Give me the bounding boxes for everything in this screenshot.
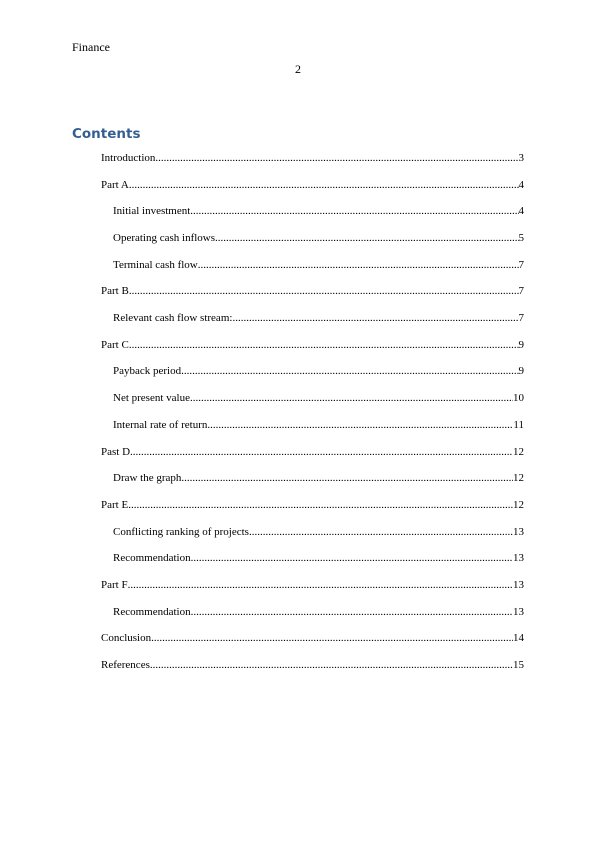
toc-dot-leader xyxy=(151,630,513,646)
toc-entry-page: 13 xyxy=(513,526,524,538)
toc-entry-page: 11 xyxy=(513,419,524,431)
toc-entry-page: 13 xyxy=(513,552,524,564)
toc-entry-page: 12 xyxy=(513,499,524,511)
toc-dot-leader xyxy=(129,337,519,353)
toc-entry-past-d[interactable] xyxy=(101,444,524,460)
toc-entry-label: Part E xyxy=(101,499,129,511)
toc-entry-label: Past D xyxy=(101,446,131,458)
toc-entry-payback-period[interactable] xyxy=(113,363,524,379)
toc-entry-part-a[interactable] xyxy=(101,177,524,193)
toc-entry-label: Relevant cash flow stream: xyxy=(113,312,233,324)
toc-dot-leader xyxy=(150,657,513,673)
toc-entry-page: 4 xyxy=(518,179,524,191)
toc-entry-part-b[interactable] xyxy=(101,283,524,299)
toc-dot-leader xyxy=(191,550,513,566)
toc-entry-conclusion[interactable] xyxy=(101,630,524,646)
toc-entry-label: Part B xyxy=(101,285,129,297)
toc-entry-label: Conflicting ranking of projects xyxy=(113,526,249,538)
toc-entry-page: 3 xyxy=(518,152,524,164)
toc-dot-leader xyxy=(207,417,513,433)
toc-entry-page: 5 xyxy=(518,232,524,244)
toc-dot-leader xyxy=(191,604,513,620)
toc-dot-leader xyxy=(181,363,518,379)
toc-entry-label: Initial investment xyxy=(113,205,191,217)
toc-entry-relevant-cash-flow-stream[interactable] xyxy=(113,310,524,326)
toc-entry-recommendation-e[interactable] xyxy=(113,550,524,566)
toc-entry-page: 15 xyxy=(513,659,524,671)
toc-entry-label: References xyxy=(101,659,150,671)
header-title: Finance xyxy=(72,40,110,54)
toc-entry-terminal-cash-flow[interactable] xyxy=(113,257,524,273)
toc-entry-recommendation-f[interactable] xyxy=(113,604,524,620)
toc-entry-label: Terminal cash flow xyxy=(113,259,198,271)
toc-dot-leader xyxy=(129,283,519,299)
page-number: 2 xyxy=(295,62,301,76)
toc-entry-part-e[interactable] xyxy=(101,497,524,513)
toc-entry-label: Introduction xyxy=(101,152,156,164)
toc-entry-label: Net present value xyxy=(113,392,190,404)
toc-dot-leader xyxy=(198,257,519,273)
toc-entry-conflicting-ranking-of-projects[interactable] xyxy=(113,524,524,540)
toc-entry-page: 7 xyxy=(518,312,524,324)
toc-dot-leader xyxy=(128,577,513,593)
toc-dot-leader xyxy=(155,150,518,166)
toc-entry-part-f[interactable] xyxy=(101,577,524,593)
toc-dot-leader xyxy=(232,310,518,326)
toc-entry-label: Draw the graph xyxy=(113,472,182,484)
toc-entry-page: 12 xyxy=(513,446,524,458)
toc-entry-page: 13 xyxy=(513,606,524,618)
toc-entry-internal-rate-of-return[interactable] xyxy=(113,417,524,433)
toc-entry-introduction[interactable] xyxy=(101,150,524,166)
toc-entry-page: 9 xyxy=(518,365,524,377)
toc-entry-page: 7 xyxy=(518,285,524,297)
toc-entry-references[interactable] xyxy=(101,657,524,673)
toc-dot-leader xyxy=(129,177,519,193)
toc-entry-page: 12 xyxy=(513,472,524,484)
toc-entry-label: Part C xyxy=(101,339,129,351)
toc-dot-leader xyxy=(130,444,513,460)
toc-entry-page: 10 xyxy=(513,392,524,404)
toc-entry-label: Recommendation xyxy=(113,552,191,564)
toc-entry-draw-the-graph[interactable] xyxy=(113,470,524,486)
toc-entry-label: Operating cash inflows xyxy=(113,232,216,244)
toc-entry-label: Internal rate of return xyxy=(113,419,208,431)
toc-entry-label: Part A xyxy=(101,179,129,191)
toc-dot-leader xyxy=(190,390,513,406)
toc-dot-leader xyxy=(181,470,513,486)
toc-dot-leader xyxy=(215,230,518,246)
toc-dot-leader xyxy=(128,497,513,513)
toc-entry-operating-cash-inflows[interactable] xyxy=(113,230,524,246)
toc-dot-leader xyxy=(249,524,513,540)
toc-entry-label: Conclusion xyxy=(101,632,152,644)
toc-entry-label: Recommendation xyxy=(113,606,191,618)
toc-entry-page: 9 xyxy=(518,339,524,351)
toc-entry-label: Part F xyxy=(101,579,128,591)
toc-dot-leader xyxy=(190,203,518,219)
toc-entry-initial-investment[interactable] xyxy=(113,203,524,219)
toc-entry-net-present-value[interactable] xyxy=(113,390,524,406)
toc-entry-part-c[interactable] xyxy=(101,337,524,353)
toc-entry-page: 14 xyxy=(513,632,524,644)
toc-entry-page: 7 xyxy=(518,259,524,271)
toc-heading: Contents xyxy=(72,126,141,142)
toc-entry-page: 4 xyxy=(518,205,524,217)
toc-entry-label: Payback period xyxy=(113,365,182,377)
toc-entry-page: 13 xyxy=(513,579,524,591)
